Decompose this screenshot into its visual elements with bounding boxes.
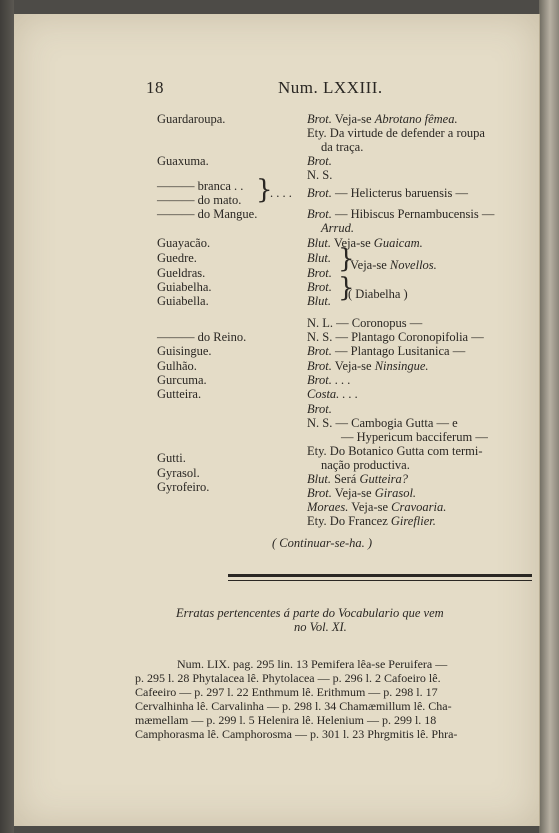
entry-do-mangue: ——— do Mangue. [157,207,258,221]
ref-text: Veja-se [350,258,387,272]
ref-target: Novellos. [389,258,437,272]
ref-text: Veja-se [334,486,372,500]
ref-line-6 [307,186,468,201]
source-abbrev: Brot. [307,207,332,221]
entry-do-mato: ——— do mato. [157,193,242,207]
section-rule-thin [228,580,532,581]
ref-line-16: Brot. . . . [307,373,351,387]
source-abbrev: Brot. [307,112,332,126]
ref-target: Girasol. [374,486,417,500]
ref-line-26 [307,514,436,529]
source-abbrev: Brot. [307,344,332,358]
entry-guisingue: Guisingue. [157,344,212,358]
ref-line-3: da traça. [321,140,364,154]
entry-guedre: Guedre. [157,251,197,265]
ref-target: Cravoaria. [391,500,447,514]
continuation-note: ( Continuar-se-ha. ) [272,536,373,550]
entry-gulhao: Gulhão. [157,359,197,373]
ref-line-18: Brot. [307,402,332,416]
document-page [14,14,540,826]
ref-line-17: Costa. . . . [307,387,359,401]
dots-leader: . . . . [270,186,292,200]
entry-gueldras: Gueldras. [157,266,206,280]
ref-text: — Helicterus baruensis — [335,186,468,200]
entry-guiabelha: Guiabelha. [157,280,212,294]
ref-line-11b: Blut. [307,294,331,308]
source-abbrev: Brot. [307,359,332,373]
ref-line-4: Brot. [307,154,332,168]
ref-line-8: Arrud. [321,221,354,235]
errata-line: Num. LIX. pag. 295 lin. 13 Pemifera lêa-se Peruifera — [177,657,448,671]
errata-line: mæmellam — p. 299 l. 5 Helenira lê. Helenium — p. 299 l. 18 [135,713,437,727]
entry-gutteira: Gutteira. [157,387,202,401]
ref-text: — Hibiscus Pernambucensis — [335,207,495,221]
errata-title: Erratas pertencentes á parte do Vocabulario que vem [176,606,444,620]
source-abbrev: Brot. [307,186,332,200]
errata-line: p. 295 l. 28 Phytalacea lê. Phytolacea — p. 296 l. 2 Cafoeiro lê. [135,671,441,685]
ref-line-12: N. L. — Coronopus — [307,316,423,330]
ref-line-24 [307,486,416,501]
section-rule-thick [228,574,532,577]
ref-line-14 [307,344,465,359]
ref-line-21: Ety. Do Botanico Gutta com termi- [307,444,483,458]
entry-gyrofeiro: Gyrofeiro. [157,480,210,494]
ref-line-11a: Brot. [307,280,332,294]
entry-gurcuma: Gurcuma. [157,373,207,387]
ref-line-10c [350,258,437,273]
ref-text: — Plantago Lusitanica — [335,344,466,358]
entry-gutti: Gutti. [157,451,186,465]
ref-line-15 [307,359,429,374]
ref-line-11c: ( Diabelha ) [348,287,408,301]
ref-text: Veja-se [334,112,372,126]
ref-line-25 [307,500,446,515]
ref-line-10a: Blut. [307,251,331,265]
brace-glyph: } [256,175,273,205]
source-abbrev: Brot. [307,486,332,500]
errata-line: Cafeeiro — p. 297 l. 22 Enthmum lê. Erithmum — p. 298 l. 17 [135,685,438,699]
ref-text: Veja-se [351,500,389,514]
ref-target: Ninsingue. [374,359,429,373]
page-title: Num. LXXIII. [278,78,383,97]
scan-left-edge [0,0,14,833]
entry-branca: ——— branca . . [157,179,244,193]
entry-guayacao: Guayacão. [157,236,211,250]
source-abbrev: Blut. [307,472,331,486]
ref-line-22: nação productiva. [321,458,410,472]
ref-text: Veja-se [333,236,371,250]
entry-do-reino: ——— do Reino. [157,330,247,344]
entry-guardaroupa: Guardaroupa. [157,112,226,126]
errata-line: Camphorasma lê. Camphorosma — p. 301 l. 23 Phrgmitis lê. Phra- [135,727,458,741]
ref-line-7 [307,207,494,222]
ref-target: Guaicam. [373,236,423,250]
ref-line-19: N. S. — Cambogia Gutta — e [307,416,458,430]
entry-guaxuma: Guaxuma. [157,154,209,168]
ref-line-10b: Brot. [307,266,332,280]
ref-text: Será [334,472,357,486]
source-abbrev: Moraes. [307,500,349,514]
brace-glyph: } [338,244,355,274]
ref-line-5: N. S. [307,168,333,182]
entry-gyrasol: Gyrasol. [157,466,200,480]
ref-target: Gireflier. [390,514,436,528]
page-number: 18 [146,78,164,97]
ref-text: Veja-se [334,359,372,373]
source-abbrev: Blut. [307,236,331,250]
ref-line-23 [307,472,408,487]
errata-line: Cervalhinha lê. Carvalinha — p. 298 l. 34 Chamæmillum lê. Cha- [135,699,452,713]
ref-line-2: Ety. Da virtude de defender a roupa [307,126,485,140]
ref-target: Gutteira? [359,472,409,486]
ref-line-1 [307,112,458,127]
errata-title-2: no Vol. XI. [294,620,347,634]
book-spine [539,0,559,833]
ref-line-9 [307,236,423,251]
entry-guiabella: Guiabella. [157,294,209,308]
ref-line-13: N. S. — Plantago Coronopifolia — [307,330,484,344]
ref-text: Ety. Do Francez [307,514,388,528]
ref-line-20: — Hypericum bacciferum — [341,430,488,444]
brace-glyph: } [338,273,355,303]
ref-target: Abrotano fêmea. [374,112,458,126]
